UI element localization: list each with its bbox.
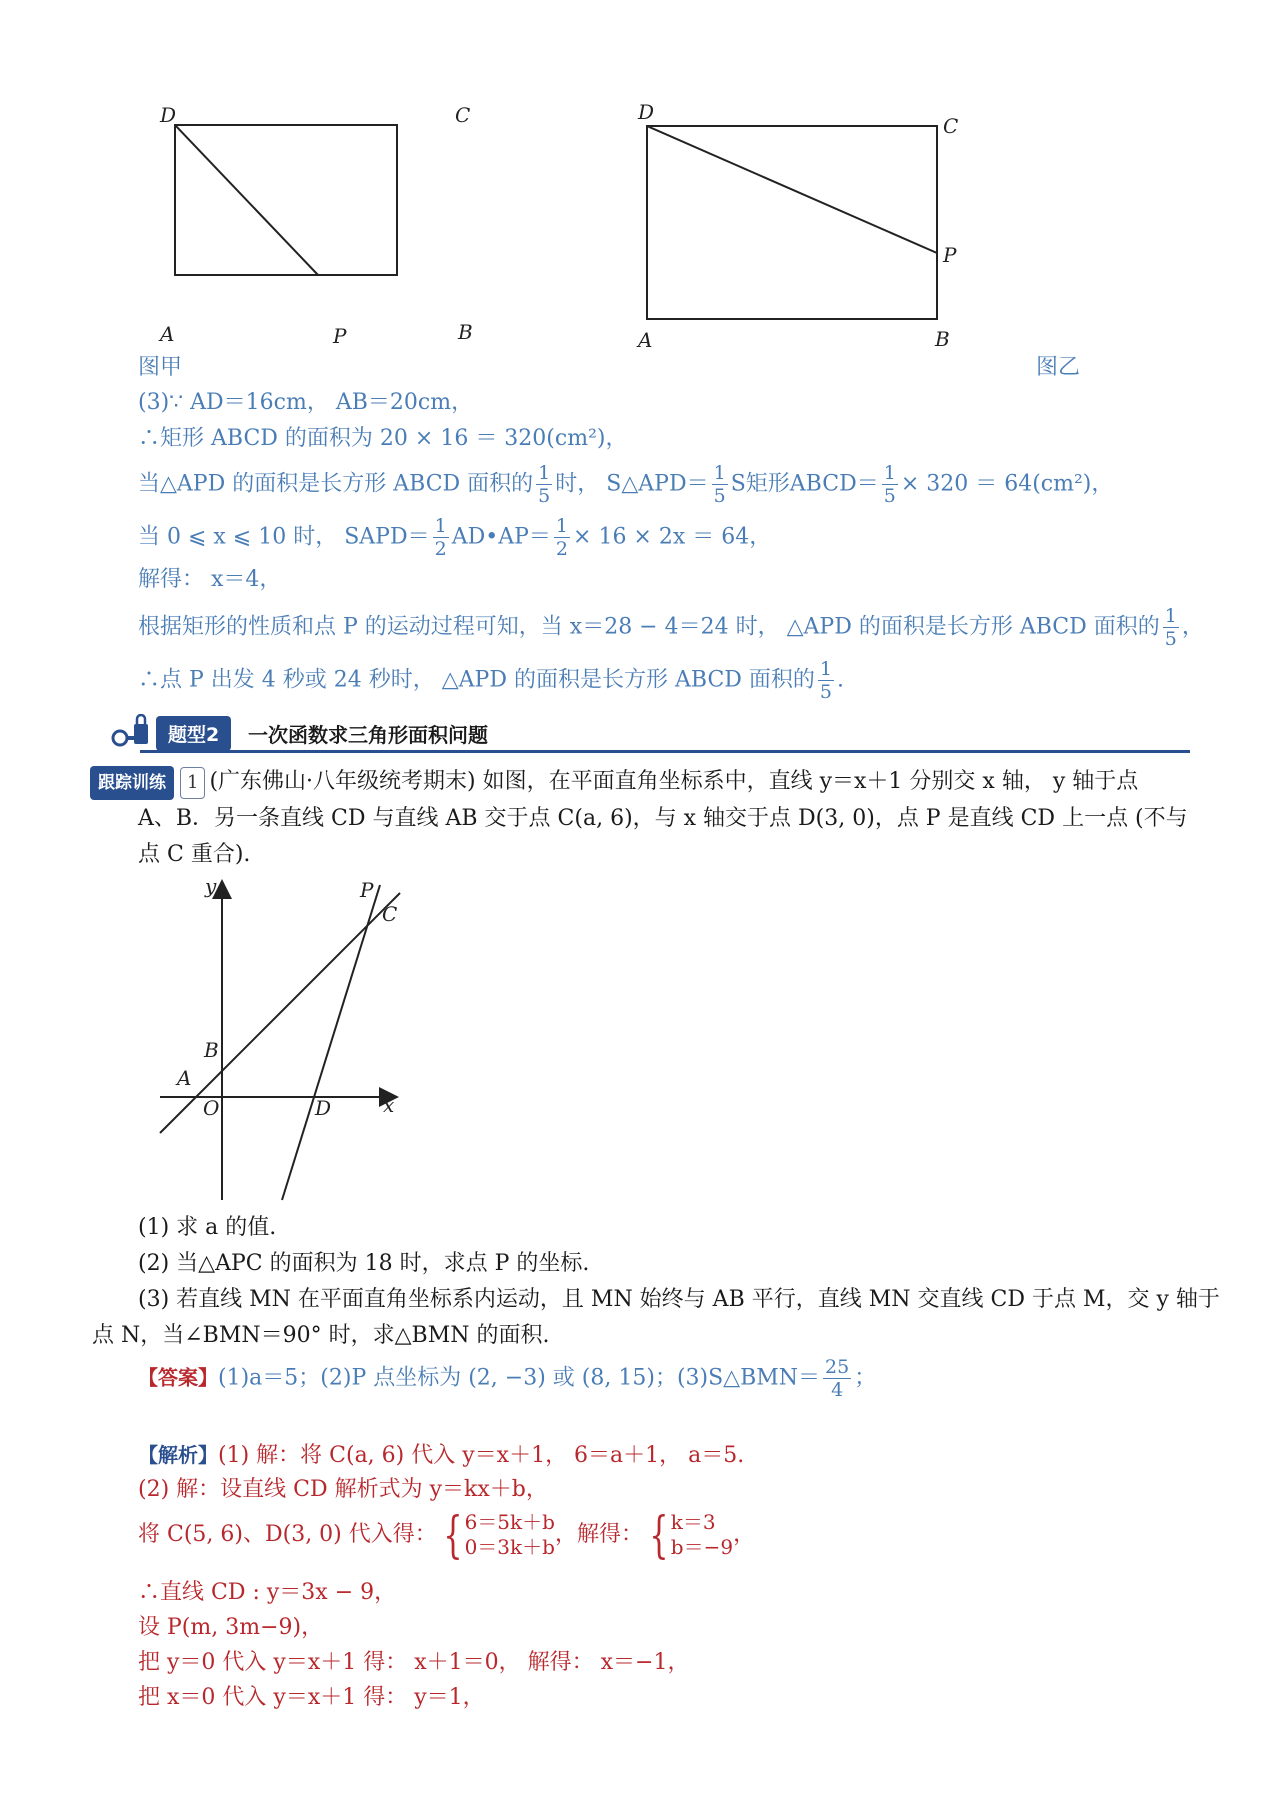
section-header (110, 712, 1190, 754)
fraction-one-fifth: $\frac{1}{5}$ (538, 462, 551, 507)
analysis-line5: 设 P(m, 3m−9)， (138, 1615, 324, 1640)
graph-label-A: A (177, 1066, 192, 1090)
analysis-line1: 【解析】(1) 解：将 C(a, 6) 代入 y＝x＋1， 6＝a＋1， a＝5. (138, 1443, 745, 1468)
sol3-line6: 根据矩形的性质和点 P 的运动过程可知，当 x＝28 − 4＝24 时， △APD 的面积是长方形 ABCD 面积的 $\frac{1}{5}$ ， (138, 605, 1204, 650)
sol3-line1: (3)∵ AD＝16cm， AB＝20cm， (138, 390, 474, 415)
sol3-line2: ∴矩形 ABCD 的面积为 20 × 16 ＝ 320(cm²)， (138, 426, 628, 451)
equation-system-1: 6＝5k＋b 0＝3k＋b (464, 1510, 555, 1559)
graph-label-B: B (204, 1038, 219, 1062)
section-underline (140, 750, 1190, 753)
follow-training-badge: 跟踪训练 (90, 766, 174, 800)
graph-label-x: x (383, 1093, 395, 1117)
label-A-left: A (160, 322, 175, 346)
label-C-right: C (943, 114, 959, 138)
analysis-line4: ∴直线 CD : y＝3x − 9， (138, 1580, 397, 1605)
problem-line1: 跟踪训练 1 (广东佛山·八年级统考期末) 如图，在平面直角坐标系中，直线 y＝x＋1 分别交 x 轴， y 轴于点 (90, 766, 1138, 800)
lock-key-icon (110, 714, 152, 750)
sol3-line7: ∴点 P 出发 4 秒或 24 秒时， △APD 的面积是长方形 ABCD 面积的 $\frac{1}{5}$ . (138, 658, 845, 703)
graph-label-O: O (203, 1096, 220, 1120)
answer-line: 【答案】(1)a＝5；(2)P 点坐标为 (2, −3) 或 (8, 15)；(3)S△BMN＝ $\frac{25}{4}$ ； (138, 1356, 877, 1401)
analysis-label: 【解析】 (138, 1443, 218, 1467)
question-2: (2) 当△APC 的面积为 18 时，求点 P 的坐标. (138, 1251, 590, 1276)
label-A-right: A (638, 328, 653, 352)
fraction-25-over-4: $\frac{25}{4}$ (825, 1356, 850, 1401)
graph-label-P: P (360, 878, 374, 902)
problem-line2: A、B．另一条直线 CD 与直线 AB 交于点 C(a, 6)，与 x 轴交于点 D(3, 0)，点 P 是直线 CD 上一点 (不与 (138, 806, 1188, 831)
label-P-right: P (943, 243, 957, 267)
graph-label-D: D (315, 1096, 332, 1120)
sol3-line3: 当△APD 的面积是长方形 ABCD 面积的 $\frac{1}{5}$ 时， S△APD＝ $\frac{1}{5}$ S矩形ABCD＝ $\frac{1}{5}$ × 320 ＝ 64(cm²)， (138, 462, 1114, 507)
analysis-line7: 把 x＝0 代入 y＝x＋1 得： y＝1， (138, 1685, 485, 1710)
section-title: 一次函数求三角形面积问题 (248, 723, 488, 747)
graph-label-C: C (382, 902, 398, 926)
label-B-right: B (935, 327, 950, 351)
analysis-line3: 将 C(5, 6)、D(3, 0) 代入得： { 6＝5k＋b 0＝3k＋b ，解得： { k＝3 b＝−9 ， (138, 1506, 756, 1564)
problem-line3: 点 C 重合). (138, 842, 251, 867)
label-B-left: B (458, 320, 473, 344)
equation-system-2: k＝3 b＝−9 (670, 1510, 734, 1559)
label-C-left: C (455, 103, 471, 127)
graph-label-y: y (205, 874, 217, 898)
label-D-left: D (160, 103, 177, 127)
section-tag: 题型2 (156, 716, 231, 751)
label-D-right: D (638, 100, 655, 124)
label-P-left: P (333, 324, 347, 348)
sol3-line4: 当 0 ⩽ x ⩽ 10 时， SAPD＝ $\frac{1}{2}$ AD•AP＝ $\frac{1}{2}$ × 16 × 2x ＝ 64， (138, 515, 772, 560)
question-1: (1) 求 a 的值. (138, 1215, 277, 1240)
caption-figure-yi: 图乙 (1036, 355, 1081, 380)
figure-right-rectangle (630, 110, 950, 320)
figure-left-rectangle (150, 110, 410, 290)
analysis-line2: (2) 解：设直线 CD 解析式为 y＝kx＋b， (138, 1477, 548, 1502)
answer-label: 【答案】 (138, 1365, 218, 1390)
sol3-line5: 解得： x＝4， (138, 567, 282, 592)
question-3-line2: 点 N，当∠BMN＝90° 时，求△BMN 的面积. (92, 1323, 550, 1348)
caption-figure-jia: 图甲 (138, 355, 183, 380)
question-3-line1: (3) 若直线 MN 在平面直角坐标系内运动，且 MN 始终与 AB 平行，直线 MN 交直线 CD 于点 M，交 y 轴于 (138, 1287, 1220, 1312)
problem-number: 1 (180, 767, 205, 799)
fraction-one-half: $\frac{1}{2}$ (434, 515, 447, 560)
analysis-line6: 把 y＝0 代入 y＝x＋1 得： x＋1＝0， 解得： x＝−1， (138, 1650, 690, 1675)
